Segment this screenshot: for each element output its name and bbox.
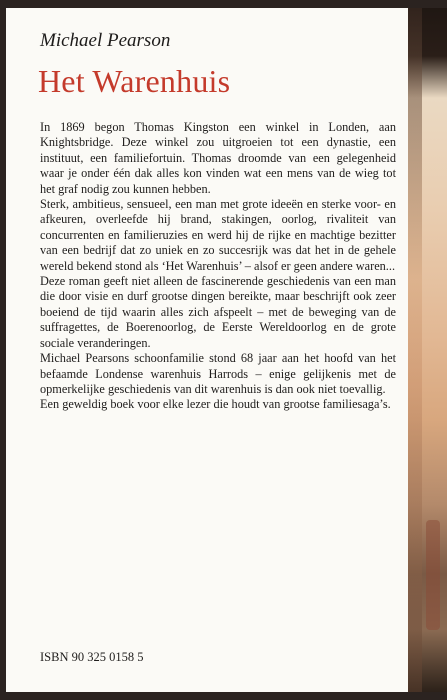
isbn-number: ISBN 90 325 0158 5 [40, 650, 144, 664]
blurb-paragraph: In 1869 begon Thomas Kingston een winkel in Londen, aan Knightsbridge. Deze winkel zou uitgroeien tot een dynastie, een instituut, een familiefortuin. Thomas droomde van een gelegenheid waar je onder één dak alles kon vinden wat een mens van de wieg tot het graf nodig zou kunnen hebben. [40, 120, 396, 196]
cover-art-strip [408, 0, 447, 700]
blurb-paragraph: Michael Pearsons schoonfamilie stond 68 jaar aan het hoofd van het befaamde Londense warenhuis Harrods – enige gelijkenis met de opmerkelijke geschiedenis van dit warenhuis is dan ook niet toevallig. [40, 351, 396, 396]
blurb-paragraph: Sterk, ambitieus, sensueel, een man met grote ideeën en sterke voor- en afkeuren, overleefde hij brand, stakingen, oorlog, rivaliteit van concurrenten en familieruzies en werd hij de rijke en machtige bezitter van een bedrijf dat zo uniek en zo succesrijk was dat het in de gehele wereld bekend stond als ‘Het Warenhuis’ – alsof er geen andere waren... [40, 197, 396, 273]
scan-border-top [0, 0, 447, 8]
book-title: Het Warenhuis [38, 63, 231, 99]
blurb-paragraph: Deze roman geeft niet alleen de fascinerende geschiedenis van een man die door visie en durf grootse dingen bereikte, maar beschrijft ook zeer boeiend de tijd waarin alles zich afspeelt – met de beweging van de suffragettes, de Boerenoorlog, de Eerste Wereldoorlog en de grote sociale veranderingen. [40, 274, 396, 350]
scan-border-bottom [0, 692, 447, 700]
scan-border-left [0, 0, 6, 700]
author-name: Michael Pearson [40, 30, 171, 51]
blurb-text [40, 120, 396, 413]
blurb-paragraph: Een geweldig boek voor elke lezer die houdt van grootse familiesaga’s. [40, 397, 391, 412]
